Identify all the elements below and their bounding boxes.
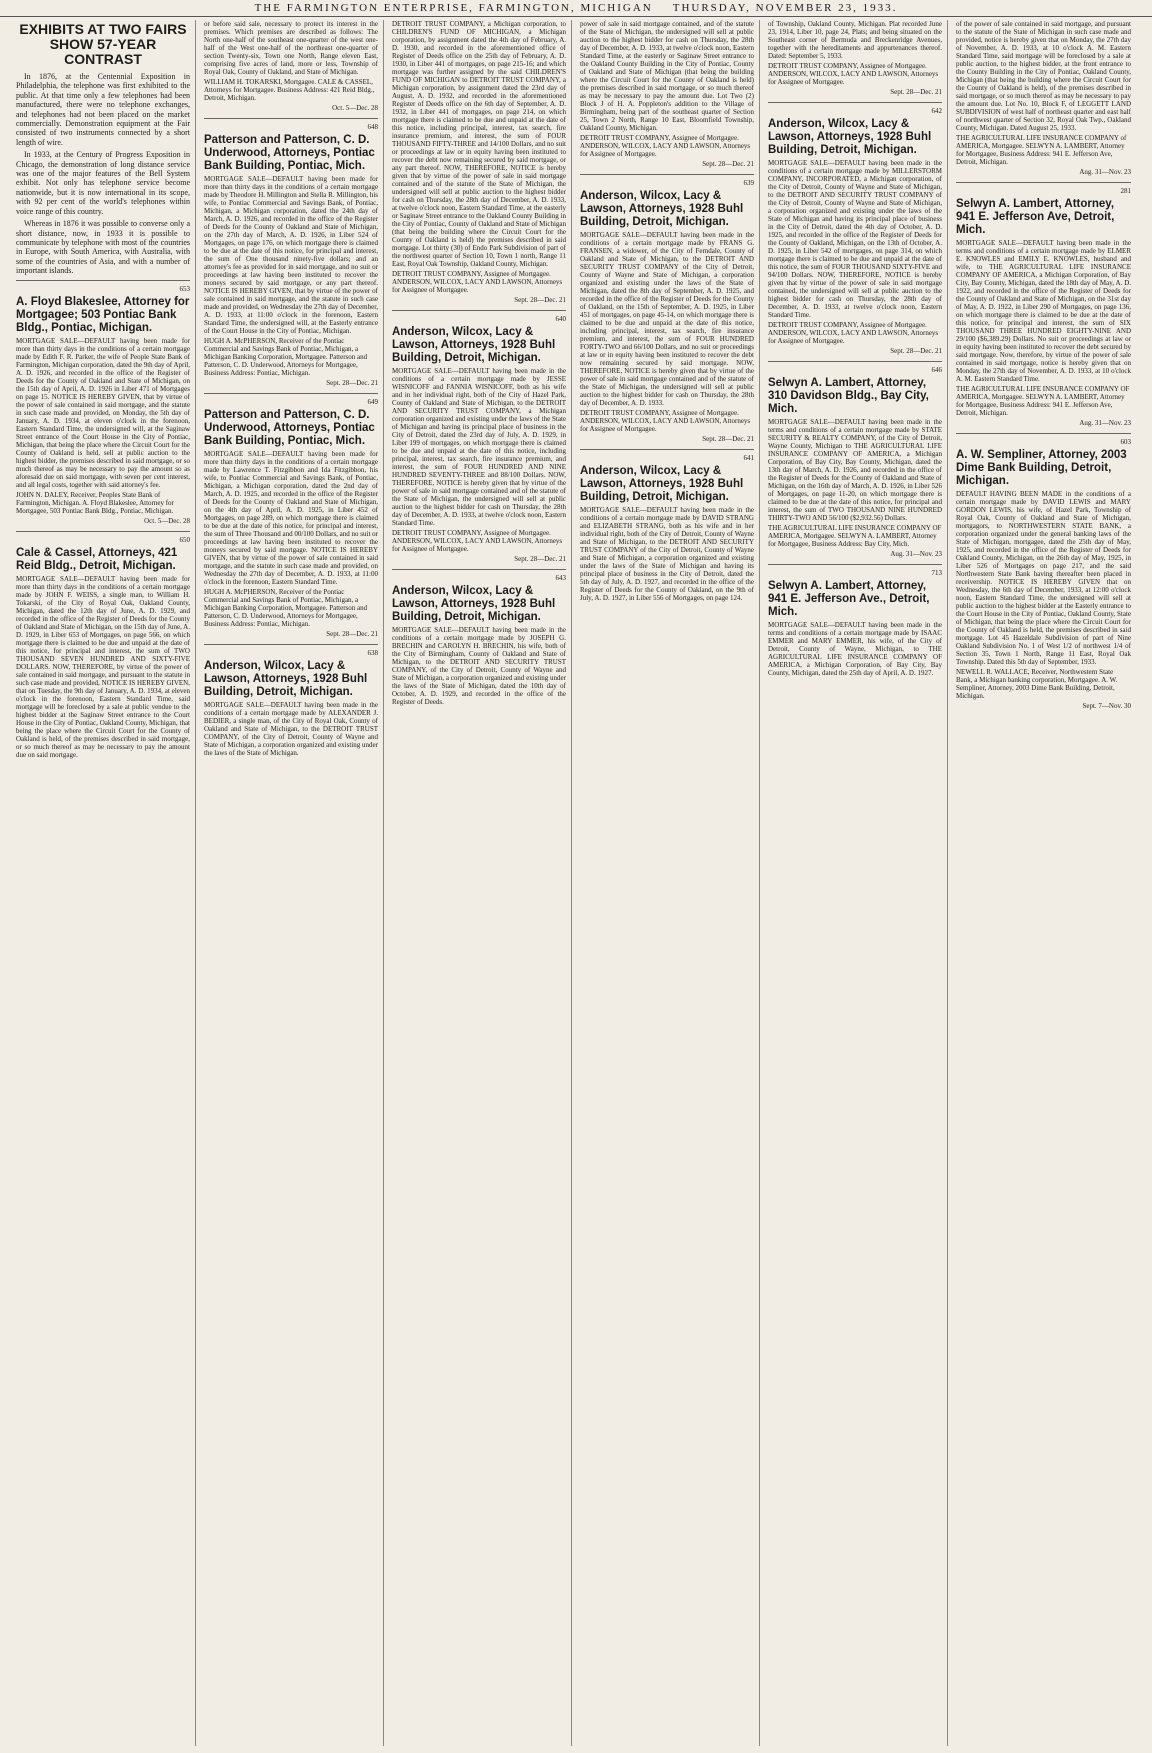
notice-body: MORTGAGE SALE—DEFAULT having been made in the conditions of a certain mortgage made by FRANS G. FRANSEN, a widower, of the City of Ferndale, County of Oakland and State of Michigan, to the DETROIT AND SECURITY TRUST COMPANY of the City of Detroit, County of Wayne and State of Michigan, a corporation organized and existing under the laws of the State of Michigan, dated the 8th day of September, A. D. 1925, and recorded in the office of the Register of Deeds for the County of Oakland, on the 15th of September, A. D. 1925, in Liber 451 of mortgages, on page 45-14, on which mortgage there is claimed to be due and unpaid at the date of this notice, including principal, interest, tax search, fire insurance premium, and interest, the sum of FOUR HUNDRED FORTY-TWO and 66/100 Dollars, and no suit or proceedings at law or in equity having been instituted to recover the debt now remaining secured by said mortgage. NOW, THEREFORE, NOTICE is hereby given that by virtue of the power of sale in said mortgage contained and of the statute of the State of Michigan, the undersigned will sell at public auction to the highest bidder for cash on Thursday, the 28th day of December, A. D. 1933.: [580, 231, 754, 407]
notice-heading: A. W. Sempliner, Attorney, 2003 Dime Bank Building, Detroit, Michigan.: [956, 449, 1127, 487]
notice-heading: Anderson, Wilcox, Lacy & Lawson, Attorneys, 1928 Buhl Building, Detroit, Michigan.: [580, 465, 744, 503]
legal-notice: [204, 123, 378, 387]
notice-heading: A. Floyd Blakeslee, Attorney for Mortgagee; 503 Pontiac Bank Bldg., Pontiac, Michigan.: [16, 295, 190, 334]
story-paragraph: Whereas in 1876 it was possible to converse only a short distance, now, in 1933 it is possible to communicate by telephone with most of the countries in Europe, with South America, with Australia, with some of the countries of Asia, and with a number of important islands.: [16, 219, 190, 276]
notice-date: Aug. 31—Nov. 23: [1079, 168, 1131, 176]
legal-notice: [16, 285, 190, 525]
notice-date: Oct. 5—Dec. 28: [332, 104, 378, 112]
notice-number: 646: [931, 366, 942, 374]
notice-body: MORTGAGE SALE—DEFAULT having been made in the conditions of a certain mortgage made by DAVID STRANG and ELIZABETH STRANG, both as his wife and in her individual right, both of the City of Detroit, County of Wayne and State of Michigan, to the DETROIT AND SECURITY TRUST COMPANY of the City of Detroit, County of Wayne and State of Michigan, a corporation organized and existing under the laws of the State of Michigan and having its principal place of business in the City of Detroit, dated the 5th day of July, A. D. 1927, and recorded in the office of the Register of Deeds for the County of Oakland, on the 9th of July, A. D. 1927, in Liber 556 of Mortgages, on page 124.: [580, 506, 754, 602]
legal-notice: [392, 20, 566, 304]
notice-signature: DETROIT TRUST COMPANY, Assignee of Mortgagee. ANDERSON, WILCOX, LACY AND LAWSON, Attorneys for Assignee of Mortgagee.: [768, 62, 939, 86]
divider: [16, 280, 190, 281]
divider: [580, 449, 754, 450]
notice-number: 281: [1120, 187, 1131, 195]
notice-heading: Selwyn A. Lambert, Attorney, 941 E. Jefferson Ave, Detroit, Mich.: [956, 198, 1115, 236]
notice-number: 639: [743, 179, 754, 187]
notice-date: Aug. 31—Nov. 23: [1079, 419, 1131, 427]
notice-date: Sept. 28—Dec. 21: [514, 296, 566, 304]
divider: [204, 118, 378, 119]
notice-heading: Selwyn A. Lambert, Attorney, 941 E. Jefferson Ave., Detroit, Mich.: [768, 580, 930, 618]
notice-number: 649: [367, 398, 378, 406]
notice-number: 643: [555, 574, 566, 582]
notice-date: Sept. 28—Dec. 21: [702, 160, 754, 168]
legal-notice: [768, 20, 942, 96]
notice-number: 653: [179, 284, 190, 293]
notice-body: of the power of sale contained in said mortgage, and pursuant to the statute of the State of Michigan in such case made and provided, notice is hereby given that on Monday, the 27th day of November, A. D. 1933, at 10 o'clock A. M. Eastern Standard Time, said mortgage will be foreclosed by a sale at public auction, to the highest bidder, at the front entrance to the County Building in the City of Pontiac, Oakland County, Michigan (that being the building where the Circuit Court for the County of Oakland is held), of the premises described in said mortgage, or so much thereof as may be necessary to pay the amount due. Lot No. 10, Block F, of LEGGETT LAND SUBDIVISION of west half of northeast quarter and east half of northwest quarter of Section 32, Royal Oak Twp., Oakland County, Michigan. Dated August 25, 1933.: [956, 20, 1131, 132]
legal-notice: [204, 649, 378, 757]
notice-heading: Anderson, Wilcox, Lacy & Lawson, Attorneys, 1928 Buhl Building, Detroit, Michigan.: [392, 326, 556, 364]
notice-heading: Anderson, Wilcox, Lacy & Lawson, Attorneys, 1928 Buhl Building, Detroit, Michigan.: [204, 660, 368, 698]
divider: [768, 361, 942, 362]
legal-notice: [580, 179, 754, 443]
notice-body: MORTGAGE SALE—DEFAULT having been made in the conditions of a certain mortgage made by JESSE WISNICOFF and FANNIA WISNICOFF, both as his wife and in her individual right, both of the City of Hazel Park, County of Oakland and State of Michigan, to the DETROIT AND SECURITY TRUST COMPANY, a Michigan corporation organized and existing under the laws of the State of Michigan and having its principal place of business in the City of Detroit, dated the 23rd day of July, A. D. 1929, in Liber 199 of mortgages, on which mortgage there is claimed to be due and unpaid at the date of this notice, including principal, interest, tax search, fire insurance premium, and interest, the sum of FOUR HUNDRED AND NINE HUNDRED SEVENTY-THREE and 88/100 Dollars. NOW, THEREFORE, NOTICE is hereby given that by virtue of the power of sale in said mortgage contained and of the statute of the State of Michigan, the undersigned will sell at public auction to the highest bidder for cash on Thursday, the 28th day of December, A. D. 1933, at twelve o'clock noon, Eastern Standard Time.: [392, 367, 566, 527]
notice-signature: DETROIT TRUST COMPANY, Assignee of Mortgagee. ANDERSON, WILCOX, LACY AND LAWSON, Attorneys for Assignee of Mortgagee.: [580, 134, 751, 158]
column-6: [956, 20, 1136, 1746]
notice-body: MORTGAGE SALE—DEFAULT having been made in the conditions of a certain mortgage made by JOSEPH G. BRECHIN and CAROLYN H. BRECHIN, his wife, both of the City of Birmingham, County of Oakland and State of Michigan, to the DETROIT AND SECURITY TRUST COMPANY, of the City of Detroit, County of Wayne and State of Michigan, a corporation organized and existing under the laws of the State of Michigan, dated the 10th day of October, A. D. 1929, and recorded in the office of the Register of Deeds.: [392, 626, 566, 706]
notice-body: MORTGAGE SALE—DEFAULT having been made for more than thirty days in the conditions of a certain mortgage made by JOHN F. WEISS, a single man, to William H. Tokarski, of the City of Royal Oak, Oakland County, Michigan, dated the 12th day of June, A. D. 1929, and recorded in the office of the Register of Deeds for the County of Oakland and State of Michigan, on the 15th day of June, A. D. 1929, in Liber 653 of Mortgages, on page 566, on which mortgage there is claimed to be due and unpaid at the date of this notice, for principal and interest, the sum of TWO THOUSAND SEVEN HUNDRED AND SIXTY-FIVE DOLLARS. NOW, THEREFORE, by virtue of the power of sale contained in said mortgage, and pursuant to the statute in such case made and provided, NOTICE IS HEREBY GIVEN, that on Tuesday, the 9th day of January, A. D. 1934, at eleven o'clock in the forenoon, Eastern Standard Time, said mortgage will be foreclosed by a sale at public vendue to the highest bidder at the Saginaw Street entrance to the Court House in the City of Pontiac, Oakland County, Michigan, that being the place where the Circuit Court for the County of Oakland is held, of the premises described in said mortgage, or so much thereof as may be necessary to pay the amount due on said mortgage.: [16, 574, 190, 759]
notice-number: 638: [367, 649, 378, 657]
masthead: [0, 0, 1152, 17]
notice-heading: Selwyn A. Lambert, Attorney, 310 Davidson Bldg., Bay City, Mich.: [768, 377, 929, 415]
divider: [204, 644, 378, 645]
notice-signature: DETROIT TRUST COMPANY, Assignee of Mortgagee. ANDERSON, WILCOX, LACY AND LAWSON, Attorneys for Assignee of Mortgagee.: [768, 321, 939, 345]
masthead-left: THE FARMINGTON ENTERPRISE, FARMINGTON, MICHIGAN: [254, 2, 653, 14]
notice-date: Aug. 31—Nov. 23: [890, 550, 942, 558]
notice-body: MORTGAGE SALE—DEFAULT having been made in the conditions of a certain mortgage made by ALEXANDER J. BEDIER, a single man, of the City of Royal Oak, County of Oakland and State of Michigan, to the DETROIT TRUST COMPANY, of the City of Detroit, County of Wayne and State of Michigan, a corporation organized and existing under the laws of the State of Michigan.: [204, 701, 378, 757]
column-2: [204, 20, 384, 1746]
notice-body: of Township, Oakland County, Michigan. Plat recorded June 23, 1914, Liber 10, page 24, Plats; and being situated on the Southeast corner of Bermuda and Breckenridge Avenues, together with the hereditaments and appurtenances thereof. Dated: September 5, 1933.: [768, 20, 942, 60]
notice-date: Sept. 7—Nov. 30: [1082, 702, 1131, 710]
notice-signature: DETROIT TRUST COMPANY, Assignee of Mortgagee. ANDERSON, WILCOX, LACY AND LAWSON, Attorneys for Assignee of Mortgagee.: [392, 529, 563, 553]
legal-notice: [204, 20, 378, 112]
notice-body: MORTGAGE SALE—DEFAULT having been made in the conditions of a certain mortgage made by MILLERSTORM COMPANY, INCORPORATED, a Michigan corporation, of the City of Detroit, County of Wayne and State of Michigan, to the DETROIT AND SECURITY TRUST COMPANY of the City of Detroit, County of Wayne and State of Michigan, a corporation organized and existing under the laws of the State of Michigan and having its principal place of business in the City of Detroit, dated the 4th day of October, A. D. 1925, and recorded in the office of the Register of Deeds for the County of Oakland, Michigan, on the 13th of October, A. D. 1925, in Liber 542 of mortgages, on page 314, on which mortgage there is claimed to be due and unpaid at the date of this notice, the sum of FOUR THOUSAND SIXTY-FIVE and 94/100 Dollars. NOW, THEREFORE, NOTICE is hereby given that by virtue of the power of sale in said mortgage contained, the undersigned will sell at public auction to the highest bidder for cash on Thursday, the 28th day of December, A. D. 1933, at twelve o'clock noon, Eastern Standard Time.: [768, 159, 942, 319]
legal-notice: [956, 187, 1131, 427]
notice-signature: JOHN N. DALEY, Receiver, Peoples State Bank of Farmington, Michigan. A. Floyd Blakeslee, Attorney for Mortgagee, 503 Pontiac Bank Bldg., Pontiac, Michigan.: [16, 490, 174, 515]
notice-signature: NEWELL R. WALLACE, Receiver, Northwestern State Bank, a Michigan banking corporation, Mortgagee. A. W. Sempliner, Attorney, 2003 Dime Bank Building, Detroit, Michigan.: [956, 668, 1118, 700]
notice-number: 642: [931, 107, 942, 115]
story-paragraph: In 1933, at the Century of Progress Exposition in Chicago, the demonstration of long distance service was one of the major features of the Bell System exhibit. Not only has telephone service become nationwide, but it is now international in its scope, with 92 per cent of the world's telephones within voice range of this country.: [16, 150, 190, 216]
divider: [580, 174, 754, 175]
notice-body: MORTGAGE SALE—DEFAULT having been made for more than thirty days in the conditions of a certain mortgage made by Theodore H. Millington and Stella R. Millington, his wife, to Pontiac Commercial and Savings Bank, of Pontiac, Michigan, a Michigan corporation, dated the 24th day of March, A. D. 1926, and recorded in the office of the Register of Deeds for the County of Oakland and State of Michigan, on the 27th day of March, A. D. 1926, in Liber 524 of Mortgages, on page 176, on which mortgage there is claimed to be due at the date of this notice, for principal and interest, the sum of One thousand ninety-five dollars; and an attorney's fee as provided for in said mortgage, and no suit or proceedings at law having been instituted to recover the moneys secured by said mortgage, or any part thereof. NOTICE IS HEREBY GIVEN, that by virtue of the power of sale contained in said mortgage, and the statute in such case made and provided, on Wednesday the 27th day of December, A. D. 1933, at 11:00 o'clock in the forenoon, Eastern Standard Time, the undersigned will, at the Easterly entrance of the Court House in the City of Pontiac, Michigan.: [204, 175, 378, 335]
notice-signature: THE AGRICULTURAL LIFE INSURANCE COMPANY of AMERICA, Mortgagee. SELWYN A. LAMBERT, Attorney for Mortgagee, Business Address: 941 E. Jefferson Ave, Detroit, Michigan.: [956, 134, 1127, 166]
notice-body: MORTGAGE SALE—DEFAULT having been made in the terms and conditions of a certain mortgage made by ELMER E. KNOWLES and EMILY E. KNOWLES, husband and wife, to THE AGRICULTURAL LIFE INSURANCE COMPANY OF AMERICA, a Michigan Corporation, of Bay City, Bay County, Michigan, dated the 18th day of May, A. D. 1922, and recorded in the office of the Register of Deeds for the County of Oakland and State of Michigan, on the 31st day of May, A. D. 1922, in Liber 290 of Mortgages, on page 136, on which mortgage there is claimed to be due at the date of this notice, for principal and interest, the sum of SIX THOUSAND THREE HUNDRED EIGHTY-NINE AND 29/100 ($6,389.29) Dollars. No suit or proceedings at law or in equity having been instituted to recover the debt secured by said mortgage. Now, therefore, by virtue of the power of sale contained in said mortgage, notice is hereby given that on Monday, the 27th day of November, A. D. 1933, at 10 o'clock A. M. Eastern Standard Time.: [956, 239, 1131, 383]
divider: [16, 531, 190, 532]
notice-body: MORTGAGE SALE—DEFAULT having been made for more than thirty days in the conditions of a certain mortgage made by Lawrence T. Fitzgibbon and Ida Fitzgibbon, his wife, to Pontiac Commercial and Savings Bank, of Pontiac, Michigan, a Michigan corporation, dated the 2nd day of March, A. D. 1925, and recorded in the office of the Register of Deeds for the County of Oakland and State of Michigan, on the 4th day of April, A. D. 1925, in Liber 452 of Mortgages, on page 289, on which mortgage there is claimed to be due at the date of this notice, for principal and interest, the sum of Three Thousand and 00/100 Dollars, and no suit or proceedings at law having been instituted to recover the moneys secured by said mortgage. NOTICE IS HEREBY GIVEN, that by virtue of the power of sale contained in said mortgage, and the statute in such case made and provided, on Wednesday the 27th day of December, A. D. 1933, at 11:00 o'clock in the forenoon, Eastern Standard Time.: [204, 450, 378, 586]
column-3: [392, 20, 572, 1746]
columns: [16, 20, 1136, 1746]
notice-body: power of sale in said mortgage contained, and of the statute of the State of Michigan, the undersigned will sell at public auction to the highest bidder for cash on Thursday, the 28th day of December, A. D. 1933, at twelve o'clock noon, Eastern Standard Time, at the easterly or Saginaw Street entrance to the Oakland County Building in the City of Pontiac, County of Oakland and State of Michigan (that being the building where the Circuit Court for the County of Oakland is held) the premises described in said mortgage, or so much thereof as may be necessary to pay the amount due. Lot Two (2) Block J of H. A. Poppleton's addition to the Village of Birmingham, being part of the southeast quarter of Section 25, Town 2 North, Range 10 East, Bloomfield Township, Oakland County, Michigan.: [580, 20, 754, 132]
divider: [956, 433, 1131, 434]
notice-date: Sept. 28—Dec. 21: [890, 88, 942, 96]
notice-heading: Cale & Cassel, Attorneys, 421 Reid Bldg., Detroit, Michigan.: [16, 546, 178, 572]
notice-date: Sept. 28—Dec. 21: [326, 630, 378, 638]
notice-number: 648: [367, 123, 378, 131]
divider: [392, 310, 566, 311]
notice-number: 640: [555, 315, 566, 323]
divider: [392, 569, 566, 570]
notice-number: 641: [743, 454, 754, 462]
legal-notice: [580, 20, 754, 168]
notice-body: MORTGAGE SALE—DEFAULT having been made in the terms and conditions of a certain mortgage made by STATE SECURITY & REALTY COMPANY, of the City of Detroit, Wayne County, Michigan to THE AGRICULTURAL LIFE INSURANCE COMPANY OF AMERICA, a Michigan Corporation, of Bay City, Bay County, Michigan, dated the 13th day of March, A. D. 1926, and recorded in the office of the Register of Deeds for the County of Oakland and State of Michigan, on the 16th day of March, A. D. 1926, in Liber 526 of Mortgages, on page 11-20, on which mortgage there is claimed to be due at the date of this notice, for principal and interest, the sum of TWO THOUSAND NINE HUNDRED THIRTY-TWO AND 56/100 ($2,932.56) Dollars.: [768, 418, 942, 522]
legal-notice: [392, 315, 566, 563]
notice-date: Sept. 28—Dec. 21: [702, 435, 754, 443]
story-paragraph: In 1876, at the Centennial Exposition in Philadelphia, the telephone was first exhibited to the public. At that time only a few telephones had been manufactured, there were no telephone exchanges, and telephones had not been placed on the market commercially. Demonstration equipment at the Fair consisted of two instruments connected by a short length of wire.: [16, 72, 190, 147]
notice-date: Sept. 28—Dec. 21: [514, 555, 566, 563]
notice-body: MORTGAGE SALE—DEFAULT having been made for more than thirty days in the conditions of a certain mortgage made by Edith F. R. Parker, the wife of People State Bank of Farmington, Michigan corporation, dated the 9th day of April, A. D. 1926, and recorded in the office of the Register of Deeds for the County of Oakland and State of Michigan, on the 15th day of April, A. D. 1926 in Liber 471 of Mortgages on page 15. NOTICE IS HEREBY GIVEN, that by virtue of the power of sale contained in said mortgage, and the statute in such case made and provided, on Monday, the 5th day of January, A. D. 1934, at eleven o'clock in the forenoon, Eastern Standard Time, the undersigned will, at the Saginaw Street entrance of the Court House in the City of Pontiac, Michigan, that being the place where the Circuit Court for the County of Oakland is held, sell at public auction to the highest bidder, the premises described in said mortgage, or so much thereof as may be necessary to pay the amount so as aforesaid due on said mortgage, with seven per cent interest, and all legal costs, together with said attorney's fee.: [16, 336, 190, 489]
legal-notice: [956, 20, 1131, 176]
divider: [956, 182, 1131, 183]
notice-signature: DETROIT TRUST COMPANY, Assignee of Mortgagee. ANDERSON, WILCOX, LACY AND LAWSON, Attorneys for Assignee of Mortgagee.: [580, 409, 751, 433]
legal-notice: [768, 569, 942, 677]
legal-notice: [768, 366, 942, 558]
column-5: [768, 20, 948, 1746]
legal-notice: [16, 536, 190, 759]
notice-signature: THE AGRICULTURAL LIFE INSURANCE COMPANY OF AMERICA, Mortgagee. SELWYN A. LAMBERT, Attorney for Mortgagee, Business Address: Bay City, Mich.: [768, 524, 942, 548]
notice-body: MORTGAGE SALE—DEFAULT having been made in the terms and conditions of a certain mortgage made by ISAAC EMMER and MARY EMMER, his wife, of the City of Detroit, County of Wayne, Michigan, to THE AGRICULTURAL LIFE INSURANCE COMPANY OF AMERICA, a Michigan Corporation, of Bay City, Bay County, Michigan, dated the 25th day of April, A. D. 1927.: [768, 621, 942, 677]
notice-body: DETROIT TRUST COMPANY, a Michigan corporation, to CHILDREN'S FUND OF MICHIGAN, a Michigan corporation, by assignment dated the 4th day of February, A. D. 1930, and recorded in the aforementioned office of Register of Deeds office on the 25th day of February, A. D. 1930, in Liber 441 of mortgages, on page 215-16; and which mortgage was further assigned by the said CHILDREN'S FUND OF MICHIGAN to DETROIT TRUST COMPANY, a Michigan corporation, by assignment dated the 23rd day of August, A. D. 1932, and recorded in the aforementioned Register of Deeds office on the 6th day of September, A. D. 1932, in Liber 441 of mortgages, on page 214, on which mortgage there is claimed to be due and unpaid at the date of this notice, including principal, interest, tax search, fire insurance premium, and interest, the sum of FOUR THOUSAND FIFTY-THREE and 14/100 Dollars, and no suit or proceedings at law or in equity having been instituted to recover the debt now remaining secured by said mortgage, or any part thereof. NOW, THEREFORE, NOTICE is hereby given that by virtue of the power of sale in said mortgage contained and of the statute of the State of Michigan, the undersigned will sell at public auction to the highest bidder for cash on Thursday, the 28th day of December, A. D. 1933, at twelve o'clock noon, Eastern Standard Time, at the easterly or Saginaw Street entrance to the Oakland County Building in the City of Pontiac, County of Oakland and State of Michigan (that being the building where the Circuit Court for the County of Oakland is held) the premises described in said mortgage. Lot thirty (30) of Endo Park Subdivision of part of the northwest quarter of Section 10, Town 1 north, Range 11 East, Royal Oak Township, Oakland County, Michigan.: [392, 20, 566, 268]
notice-signature: HUGH A. McPHERSON, Receiver of the Pontiac Commercial and Savings Bank of Pontiac, Michigan, a Michigan Banking Corporation, Mortgagee. Patterson and Patterson, C. D. Underwood, Attorneys for Mortgagee, Business Address: Pontiac, Michigan.: [204, 588, 368, 628]
notice-body: DEFAULT HAVING BEEN MADE in the conditions of a certain mortgage made by DAVID LEWIS and MARY GORDON LEWIS, his wife, of Hazel Park, Township of Royal Oak, County of Oakland and State of Michigan, mortgagors, to NORTHWESTERN STATE BANK, a corporation organized under the general banking laws of the State of Michigan, mortgagee, dated the 25th day of May, 1925, and recorded in the office of the Register of Deeds for Oakland County, Michigan, on the 26th day of May, 1925, in Liber 526 of Mortgages on page 217, and the said Northwestern State Bank having thereafter been placed in receivership. NOTICE IS HEREBY GIVEN that on Wednesday, the 6th day of December, 1933, at 12:00 o'clock noon, Eastern Standard Time, the undersigned will sell at public auction to the highest bidder at the Easterly entrance to the Court House in the City of Pontiac, Oakland County, State of Michigan, that being the place where the Circuit Court for the County of Oakland is held, the premises described in said mortgage. Lot 45 Hazeldale Subdivision of part of Nine Oakland Subdivision No. 1 of West 1/2 of northwest 1/4 of Section 35, Town 1 North, Range 11 East, Royal Oak Township. Dated this 5th day of September, 1933.: [956, 490, 1131, 666]
notice-number: 713: [931, 569, 942, 577]
notice-signature: DETROIT TRUST COMPANY, Assignee of Mortgagee. ANDERSON, WILCOX, LACY AND LAWSON, Attorneys for Assignee of Mortgagee.: [392, 270, 563, 294]
notice-heading: Anderson, Wilcox, Lacy & Lawson, Attorneys, 1928 Buhl Building, Detroit, Michigan.: [580, 190, 744, 228]
story-title: EXHIBITS AT TWO FAIRS SHOW 57-YEAR CONTRAST: [19, 21, 187, 67]
masthead-right: THURSDAY, NOVEMBER 23, 1933.: [672, 2, 898, 14]
column-4: [580, 20, 760, 1746]
notice-date: Sept. 28—Dec. 21: [326, 379, 378, 387]
column-1: [16, 20, 196, 1746]
divider: [204, 393, 378, 394]
legal-notice: [768, 107, 942, 355]
notice-heading: Anderson, Wilcox, Lacy & Lawson, Attorneys, 1928 Buhl Building, Detroit, Michigan.: [768, 118, 932, 156]
notice-date: Sept. 28—Dec. 21: [890, 347, 942, 355]
divider: [768, 564, 942, 565]
notice-heading: Anderson, Wilcox, Lacy & Lawson, Attorneys, 1928 Buhl Building, Detroit, Michigan.: [392, 585, 556, 623]
notice-heading: Patterson and Patterson, C. D. Underwood, Attorneys, Pontiac Bank Building, Pontiac, Mich.: [204, 409, 375, 447]
notice-number: 650: [179, 535, 190, 544]
notice-heading: Patterson and Patterson, C. D. Underwood, Attorneys, Pontiac Bank Building, Pontiac, Mich.: [204, 134, 375, 172]
notice-body: or before said sale, necessary to protect its interest in the premises. Which premises are described as follows: The North one-half of the southeast one-quarter of the west one-half of the West one-half of the northeast one-quarter of section Twenty-six, Town one North, Range eleven East, comprising five acres of land, more or less, Township of Royal Oak, County of Oakland, and State of Michigan.: [204, 20, 378, 76]
notice-date: Oct. 5—Dec. 28: [144, 516, 190, 525]
notice-signature: HUGH A. McPHERSON, Receiver of the Pontiac Commercial and Savings Bank of Pontiac, Michigan, a Michigan Banking Corporation, Mortgagee. Patterson and Patterson, C. D. Underwood, Attorneys for Mortgagee, Business Address: Pontiac, Michigan.: [204, 337, 368, 377]
notice-signature: WILLIAM H. TOKARSKI, Mortgagee. CALE & CASSEL, Attorneys for Mortgagee. Business Address: 421 Reid Bldg., Detroit, Michigan.: [204, 78, 375, 102]
legal-notice: [392, 574, 566, 706]
notice-number: 603: [1120, 438, 1131, 446]
notice-signature: THE AGRICULTURAL LIFE INSURANCE COMPANY OF AMERICA, Mortgagee. SELWYN A. LAMBERT, Attorney for Mortgagee, Business Address: 941 E. Jefferson Ave, Detroit, Michigan.: [956, 385, 1130, 417]
legal-notice: [580, 454, 754, 602]
legal-notice: [204, 398, 378, 638]
legal-notice: [956, 438, 1131, 710]
divider: [768, 102, 942, 103]
